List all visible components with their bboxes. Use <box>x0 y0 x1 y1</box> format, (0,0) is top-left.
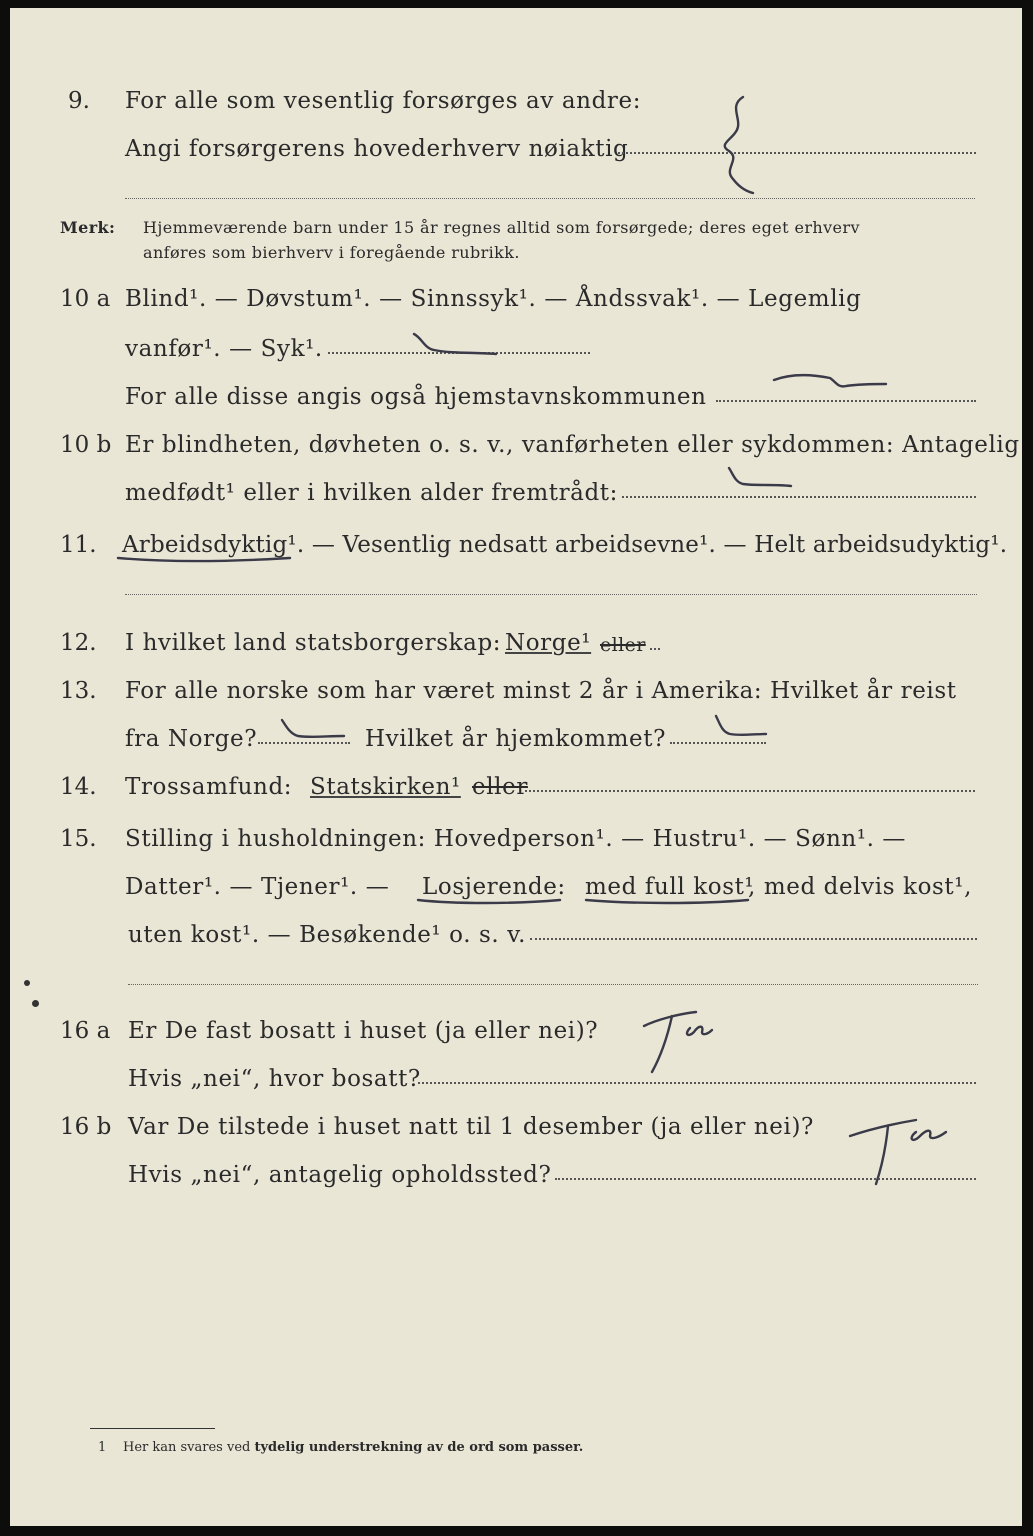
q15-line1: Stilling i husholdningen: Hovedperson¹. — Hustru¹. — Sønn¹. — <box>125 826 907 852</box>
q9-answer-field[interactable] <box>618 152 976 154</box>
q11-number: 11. <box>60 532 97 558</box>
q10a-line3: For alle disse angis også hjemstavnskommunen <box>125 384 707 410</box>
q10b-number: 10 b <box>60 432 112 458</box>
merk-line2: anføres som bierhverv i foregående rubrikk. <box>143 243 520 262</box>
q10b-line2: medfødt¹ eller i hvilken alder fremtrådt: <box>125 480 618 506</box>
q10a-line2: vanfør¹. — Syk¹. <box>125 336 323 362</box>
handwritten-underline <box>114 552 294 568</box>
q15-line2a: Datter¹. — Tjener¹. — <box>125 874 390 900</box>
footnote-text-bold: tydelig understrekning av de ord som passer. <box>254 1440 584 1455</box>
q14-text: Trossamfund: <box>125 774 293 800</box>
q12-struck-eller: eller <box>600 634 646 656</box>
q12-number: 12. <box>60 630 97 656</box>
footnote-text-plain: Her kan svares ved <box>123 1440 255 1455</box>
q16b-line2: Hvis „nei“, antagelig opholdssted? <box>128 1162 552 1188</box>
q9-line2: Angi forsørgerens hovederhverv nøiaktig <box>125 136 629 162</box>
q16b-number: 16 b <box>60 1114 112 1140</box>
q12-answer-norge: Norge¹ <box>505 630 592 656</box>
q13-reist-label: fra Norge? <box>125 726 258 752</box>
merk-label: Merk: <box>60 218 116 237</box>
q12-answer-field[interactable] <box>650 648 660 650</box>
q16b-line1: Var De tilstede i huset natt til 1 desember (ja eller nei)? <box>128 1114 814 1140</box>
q14-struck-eller: eller <box>472 774 528 800</box>
q15-losjerende: Losjerende: <box>422 874 566 900</box>
q16b-opholdssted-field[interactable] <box>555 1178 976 1180</box>
handwritten-dash <box>725 464 795 492</box>
q9-separator <box>125 198 975 199</box>
q16a-line1: Er De fast bosatt i huset (ja eller nei)? <box>128 1018 599 1044</box>
q14-number: 14. <box>60 774 97 800</box>
handwritten-underline <box>414 894 564 908</box>
q14-answer-statskirken: Statskirken¹ <box>310 774 461 800</box>
q14-answer-field[interactable] <box>525 790 975 792</box>
q10a-line1: Blind¹. — Døvstum¹. — Sinnssyk¹. — Åndssvak¹. — Legemlig <box>125 286 862 312</box>
q13-line1: For alle norske som har været minst 2 år i Amerika: Hvilket år reist <box>125 678 957 704</box>
handwritten-dash <box>710 712 770 742</box>
footnote-rule <box>90 1428 215 1429</box>
brace-mark <box>715 93 765 203</box>
handwritten-dash <box>410 330 500 360</box>
q9-number: 9. <box>68 88 90 114</box>
census-form-page <box>10 8 1022 1526</box>
q11-separator <box>125 594 977 595</box>
q15-number: 15. <box>60 826 97 852</box>
q13-hjemkommet-field[interactable] <box>670 742 766 744</box>
q11-line1: Arbeidsdyktig¹. — Vesentlig nedsatt arbeidsevne¹. — Helt arbeidsudyktig¹. <box>122 532 1008 558</box>
handwritten-underline <box>582 894 752 908</box>
q13-number: 13. <box>60 678 97 704</box>
footnote-text <box>123 1440 583 1455</box>
handwritten-dash <box>770 370 890 394</box>
margin-dot <box>32 1000 39 1007</box>
handwritten-dash <box>278 716 348 744</box>
q10a-number: 10 a <box>60 286 111 312</box>
q15-separator <box>128 984 978 985</box>
q9-line1: For alle som vesentlig forsørges av andre: <box>125 88 642 114</box>
margin-dot <box>24 980 30 986</box>
footnote-mark: 1 <box>98 1440 107 1455</box>
handwritten-answer-ja <box>632 998 722 1078</box>
q10b-line1: Er blindheten, døvheten o. s. v., vanførheten eller sykdommen: Antagelig <box>125 432 1020 458</box>
q13-hjemkommet-label: Hvilket år hjemkommet? <box>365 726 667 752</box>
q15-answer-field[interactable] <box>530 938 977 940</box>
q16a-number: 16 a <box>60 1018 111 1044</box>
q15-med-full-kost: med full kost¹ <box>585 874 755 900</box>
merk-line1: Hjemmeværende barn under 15 år regnes alltid som forsørgede; deres eget erhverv <box>143 218 860 237</box>
q10a-hjemstavn-field[interactable] <box>716 400 976 402</box>
q12-text: I hvilket land statsborgerskap: <box>125 630 502 656</box>
q15-line3: uten kost¹. — Besøkende¹ o. s. v. <box>128 922 527 948</box>
q15-line2d: , med delvis kost¹, <box>748 874 972 900</box>
q16a-line2: Hvis „nei“, hvor bosatt? <box>128 1066 421 1092</box>
q10b-answer-field[interactable] <box>622 496 976 498</box>
q16a-bosatt-field[interactable] <box>418 1082 976 1084</box>
